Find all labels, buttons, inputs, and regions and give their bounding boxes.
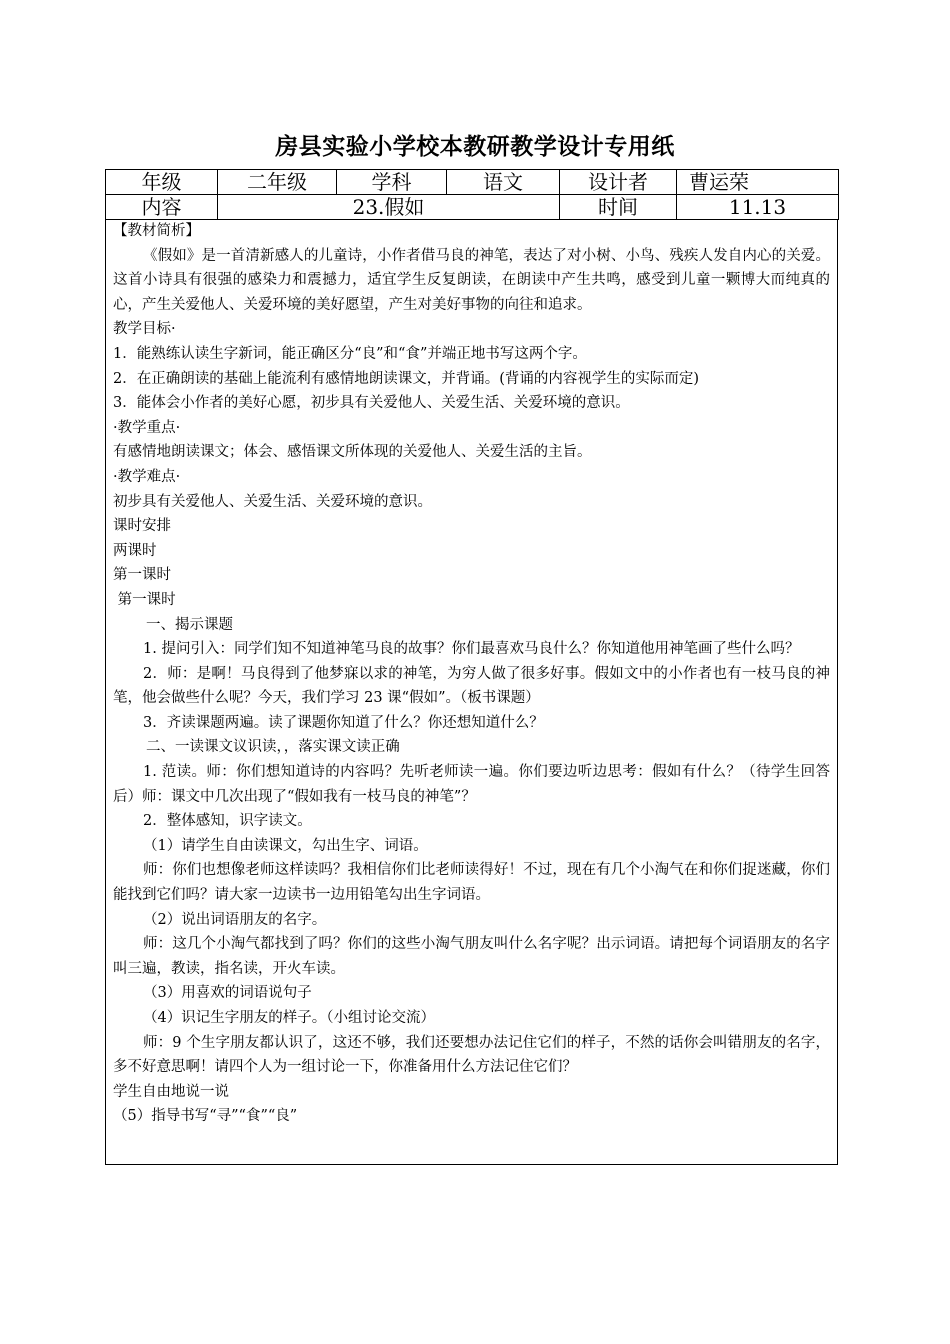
paragraph: 师：你们也想像老师这样读吗？我相信你们比老师读得好！不过，现在有几个小淘气在和你们捉迷藏，你们能找到它们吗？请大家一边读书一边用铅笔勾出生字词语。 xyxy=(113,862,830,904)
grade-value: 二年级 xyxy=(218,170,337,195)
paragraph: 《假如》是一首清新感人的儿童诗，小作者借马良的神笔，表达了对小树、小鸟、残疾人发自内心的关爱。这首小诗具有很强的感染力和震撼力，适宜学生反复朗读，在朗读中产生共鸣，感受到儿童一颗博大而纯真的心，产生关爱他人、关爱环境的美好愿望，产生对美好事物的向往和追求。 xyxy=(113,247,830,313)
paragraph: 两课时 xyxy=(113,542,157,559)
paragraph: 2．师：是啊！马良得到了他梦寐以求的神笔，为穷人做了很多好事。假如文中的小作者也有一枝马良的神笔，他会做些什么呢？今天，我们学习 23 课“假如”。（板书课题） xyxy=(113,665,830,707)
paragraph: （5）指导书写“寻”“食”“良” xyxy=(113,1108,298,1125)
list-item: 1．能熟练认读生字新词，能正确区分“良”和“食”并端正地书写这两个字。 xyxy=(113,345,587,362)
paragraph: 师：9 个生字朋友都认识了，这还不够，我们还要想办法记住它们的样子，不然的话你会叫错朋友的名字，多不好意思啊！请四个人为一组讨论一下，你准备用什么方法记住它们？ xyxy=(113,1034,830,1076)
paragraph: 初步具有关爱他人、关爱生活、关爱环境的意识。 xyxy=(113,493,432,510)
paragraph: （4）识记生字朋友的样子。（小组讨论交流） xyxy=(143,1010,435,1026)
paragraph: 2．整体感知，识字读文。 xyxy=(143,813,312,830)
section-heading: ·教学重点· xyxy=(113,419,181,436)
section-heading: 课时安排 xyxy=(113,518,171,535)
section-heading: 二、一读课文议识读，，落实课文读正确 xyxy=(146,739,400,756)
time-value: 11.13 xyxy=(677,195,839,220)
paragraph: 学生自由地说一说 xyxy=(113,1083,229,1100)
paragraph: 1. 范读。师：你们想知道诗的内容吗？先听老师读一遍。你们要边听边思考：假如有什么？（待学生回答后）师：课文中几次出现了“假如我有一枝马良的神笔”？ xyxy=(113,764,830,805)
subject-label: 学科 xyxy=(337,170,447,195)
section-heading: 一、揭示课题 xyxy=(146,616,233,633)
section-heading: 【教材简析】 xyxy=(113,223,200,239)
paragraph: 3．齐读课题两遍。读了课题你知道了什么？你还想知道什么？ xyxy=(143,714,544,731)
info-row-2 xyxy=(106,195,839,220)
list-item: 2．在正确朗读的基础上能流利有感情地朗读课文，并背诵。(背诵的内容视学生的实际而定) xyxy=(113,370,700,387)
lesson-content xyxy=(106,219,837,1129)
page-title: 房县实验小学校本教研教学设计专用纸 xyxy=(275,134,675,160)
paragraph: （2）说出词语朋友的名字。 xyxy=(143,911,327,928)
list-item: 3．能体会小作者的美好心愿，初步具有关爱他人、关爱生活、关爱环境的意识。 xyxy=(113,395,630,412)
section-heading: 教学目标· xyxy=(113,321,176,338)
section-heading: 第一课时 xyxy=(113,567,171,584)
section-heading: ·教学难点· xyxy=(113,468,181,485)
paragraph: 1. 提问引入：同学们知不知道神笔马良的故事？你们最喜欢马良什么？你知道他用神笔画了些什么吗？ xyxy=(143,641,800,658)
info-table xyxy=(105,169,839,220)
grade-label: 年级 xyxy=(106,170,218,195)
paragraph: 师：这几个小淘气都找到了吗？你们的这些小淘气朋友叫什么名字呢？出示词语。请把每个词语朋友的名字叫三遍，教读，指名读，开火车读。 xyxy=(113,936,830,977)
paragraph: （1）请学生自由读课文，勾出生字、词语。 xyxy=(143,837,428,854)
subject-value: 语文 xyxy=(447,170,560,195)
time-label: 时间 xyxy=(560,195,677,220)
section-heading: 第一课时 xyxy=(113,591,176,608)
content-value: 23.假如 xyxy=(218,195,560,220)
designer-value: 曹运荣 xyxy=(677,170,839,195)
info-row-1 xyxy=(106,170,839,195)
lesson-body xyxy=(105,219,838,1165)
paragraph: 有感情地朗读课文；体会、感悟课文所体现的关爱他人、关爱生活的主旨。 xyxy=(113,444,592,461)
content-label: 内容 xyxy=(106,195,218,220)
paragraph: （3）用喜欢的词语说句子 xyxy=(143,985,312,1002)
designer-label: 设计者 xyxy=(560,170,677,195)
